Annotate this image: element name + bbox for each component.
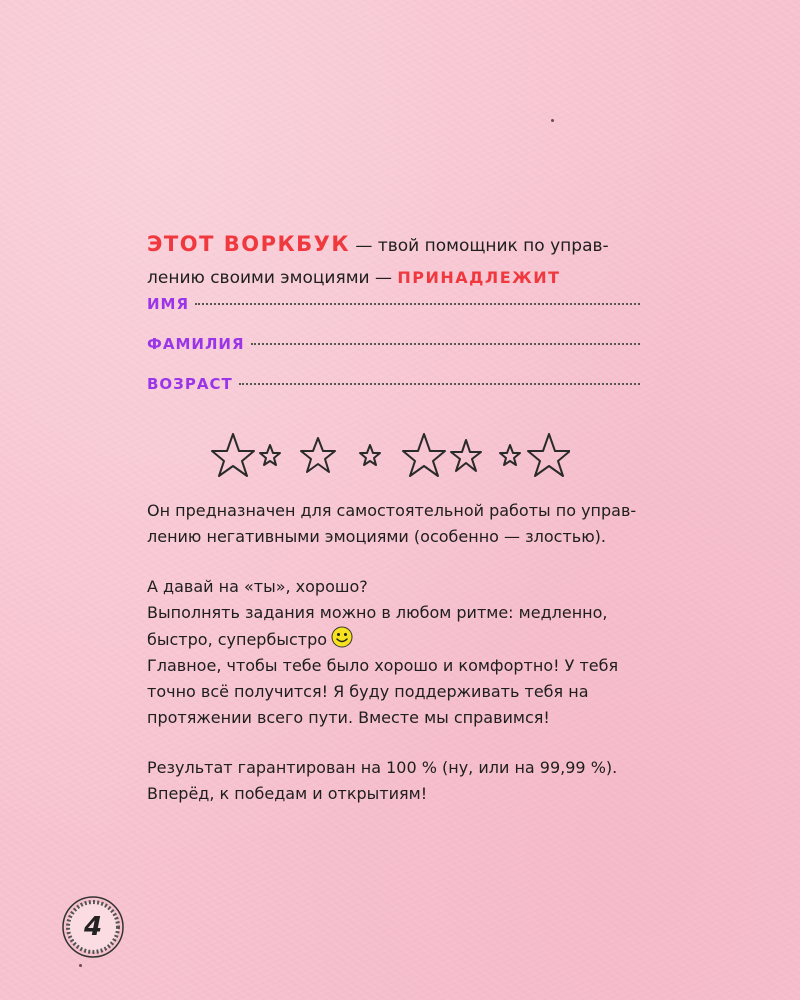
intro-text-2: лению своими эмоциями — [147,268,398,288]
page-number: 4 [83,912,103,942]
star-icon [260,445,280,465]
text-line: Вперёд, к победам и открытиям! [147,784,428,803]
star-icon [212,434,254,476]
belongs-label: ПРИНАДЛЕЖИТ [397,268,561,287]
text-line: лению негативными эмоциями (особенно — злостью). [147,527,606,546]
body-text [147,498,640,831]
workbook-title: ЭТОТ ВОРКБУК [147,232,351,256]
intro-text-1: — твой помощник по управ- [350,236,609,256]
paragraph-guarantee [147,755,640,807]
owner-fields [147,295,640,415]
surname-field[interactable] [147,335,640,375]
name-field[interactable] [147,295,640,335]
star-icon [301,438,335,472]
text-line: А давай на «ты», хорошо? [147,577,368,596]
text-line: протяжении всего пути. Вместе мы справимся! [147,708,550,727]
surname-dotted-line[interactable] [251,343,640,345]
paper-speck [79,964,82,967]
name-label: ИМЯ [147,295,190,313]
paper-speck [551,119,554,122]
text-line: Результат гарантирован на 100 % (ну, или на 99,99 %). [147,758,618,777]
star-icon [500,445,520,465]
name-dotted-line[interactable] [195,303,640,305]
text-line: Выполнять задания можно в любом ритме: медленно, [147,603,608,622]
star-icon [451,440,481,471]
star-icon [528,434,570,476]
paragraph-friendly [147,574,640,731]
intro-paragraph [147,228,640,294]
age-dotted-line[interactable] [239,383,640,385]
text-line-with-smiley [147,626,640,653]
age-field[interactable] [147,375,640,415]
text-line: Главное, чтобы тебе было хорошо и комфортно! У тебя [147,656,619,675]
star-icon [403,434,445,476]
text-line: быстро, супербыстро [147,630,328,649]
star-icon [360,445,380,465]
page-number-badge [58,892,128,962]
paragraph-purpose [147,498,640,550]
text-line: точно всё получится! Я буду поддерживать тебя на [147,682,589,701]
smiley-face-icon [331,626,353,648]
surname-label: ФАМИЛИЯ [147,335,245,353]
age-label: ВОЗРАСТ [147,375,233,393]
stars-divider-icon [210,430,570,478]
text-line: Он предназначен для самостоятельной работы по управ- [147,501,637,520]
